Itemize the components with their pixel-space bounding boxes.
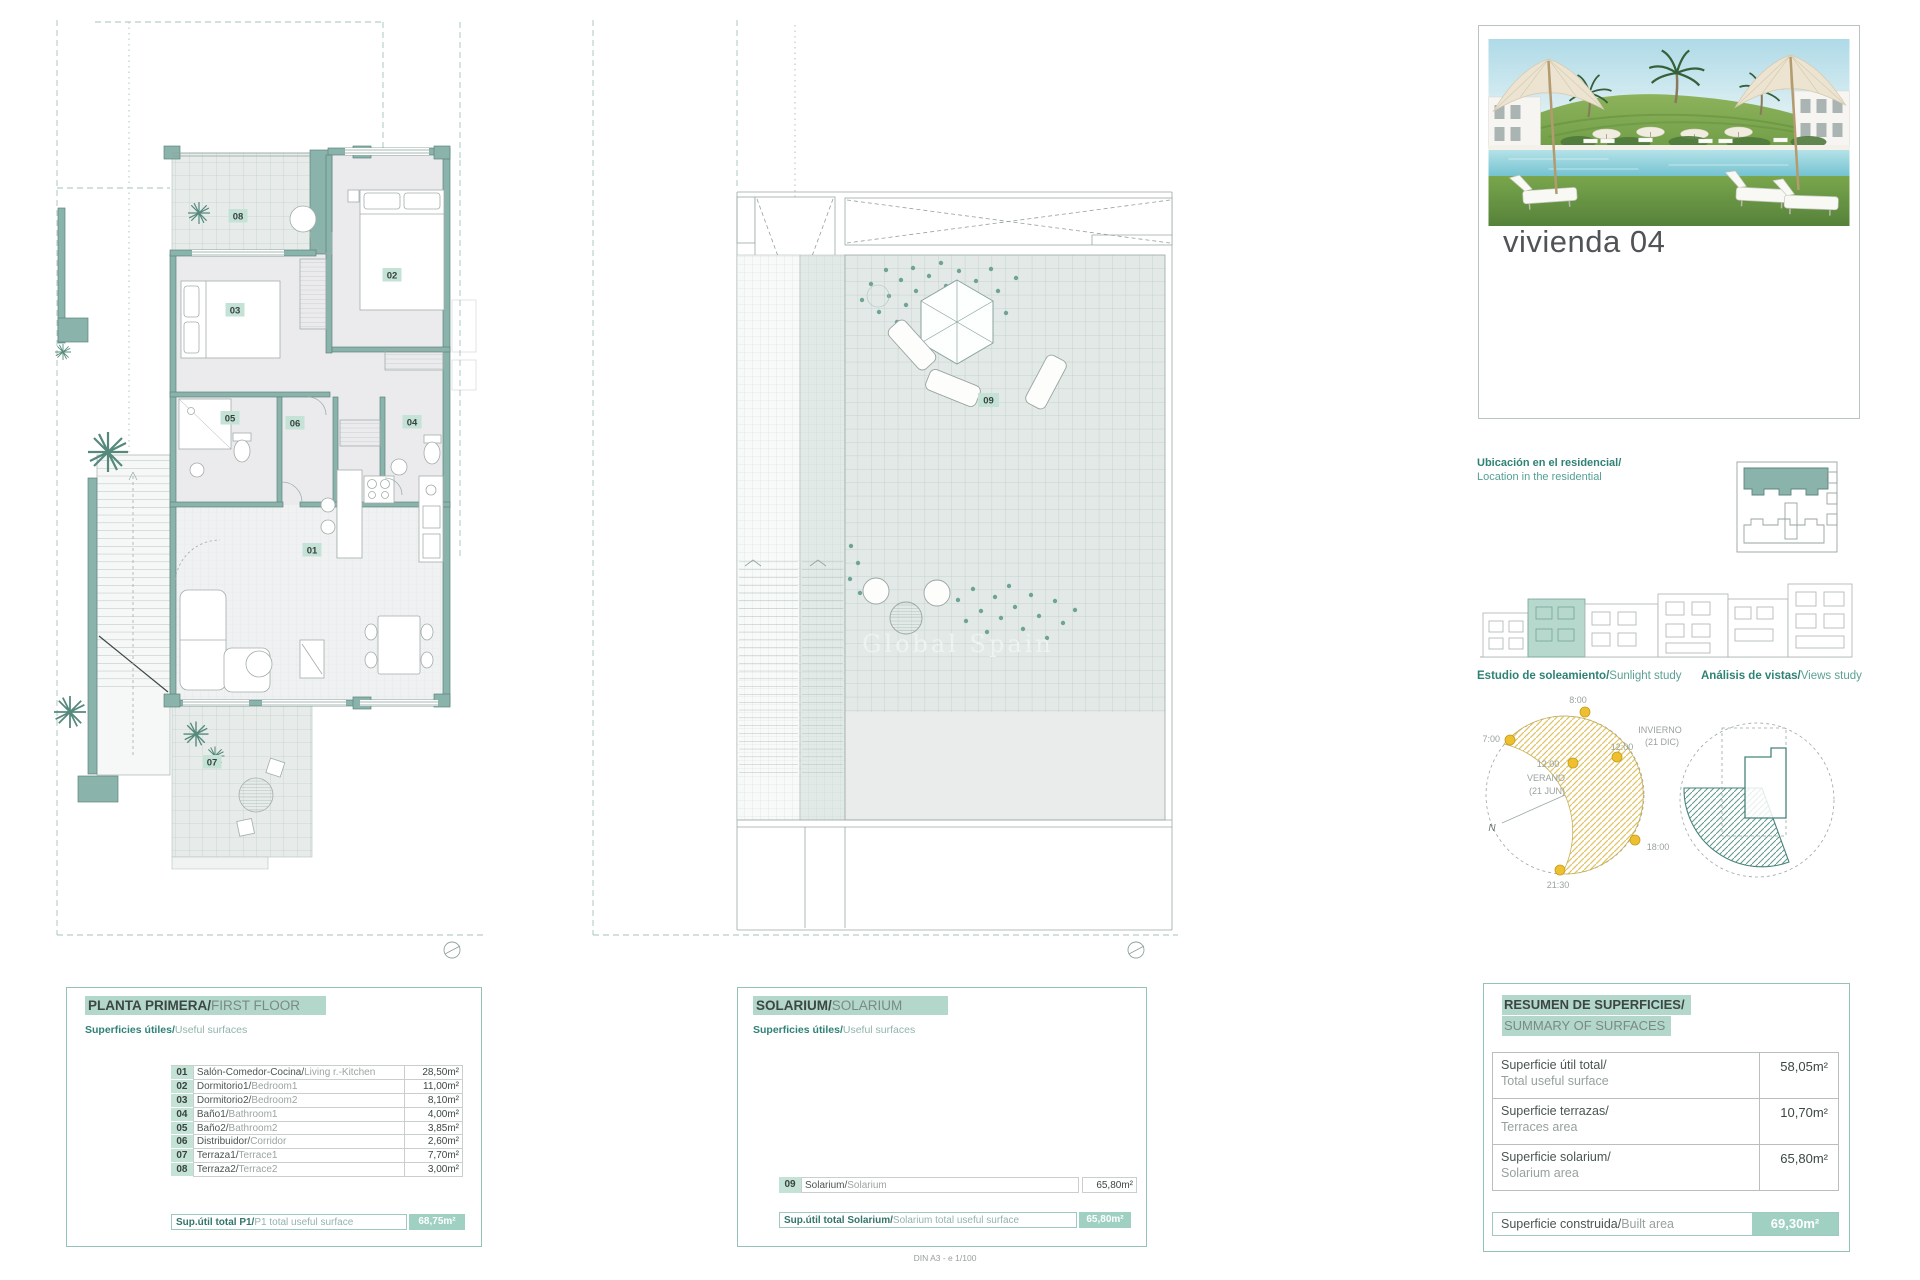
first-floor-table-title: PLANTA PRIMERA/FIRST FLOOR — [85, 998, 326, 1013]
sun-label-12-summer: 12:00 — [1536, 759, 1560, 769]
summer-label-2: (21 JUN) — [1528, 786, 1566, 796]
room-label-07: 07 — [206, 757, 218, 769]
solarium-stairs — [739, 560, 843, 776]
winter-label-1: INVIERNO — [1638, 725, 1682, 735]
sun-path-band — [1504, 716, 1643, 874]
north-label: N — [1488, 823, 1496, 834]
sun-label-12-winter: 12:00 — [1610, 742, 1634, 752]
sunlight-diagram — [1482, 695, 1681, 890]
location-caption — [1477, 456, 1621, 484]
watermark: Global Spain — [862, 630, 1054, 658]
views-diagram — [1680, 723, 1834, 877]
table-row: 01 Salón-Comedor-Cocina/Living r.-Kitchen 28,50m² — [171, 1066, 463, 1080]
sun-label-8: 8:00 — [1569, 695, 1587, 705]
solarium-plan — [593, 20, 1178, 958]
building-outline — [1745, 748, 1786, 818]
table-row: 07 Terraza1/Terrace1 7,70m² — [171, 1149, 463, 1163]
room-label-02: 02 — [386, 270, 398, 282]
table-row: 09 Solarium/Solarium 65,80m² — [779, 1177, 1137, 1193]
highlighted-unit — [1528, 599, 1585, 657]
table-row: 05 Baño2/Bathroom2 3,85m² — [171, 1122, 463, 1136]
room-label-01: 01 — [306, 545, 318, 557]
building-left — [1489, 97, 1541, 149]
summary-table — [1483, 983, 1850, 1252]
solarium-total-row: Sup.útil total Solarium/Solarium total useful surface 65,80m² — [779, 1212, 1131, 1228]
table-row: 04 Baño1/Bathroom1 4,00m² — [171, 1108, 463, 1122]
room-label-06: 06 — [289, 418, 301, 430]
sun-label-2130: 21:30 — [1546, 880, 1570, 890]
table-row: 03 Dormitorio2/Bedroom2 8,10m² — [171, 1094, 463, 1108]
orientation-symbol-2 — [1128, 942, 1144, 958]
sunlight-study-title: Estudio de soleamiento/Sunlight study — [1477, 670, 1682, 682]
solarium-table-title: SOLARIUM/SOLARIUM — [753, 998, 948, 1013]
elevation-diagram — [1480, 584, 1852, 657]
location-caption-en: Location in the residential — [1477, 471, 1602, 483]
highlighted-block — [1744, 468, 1828, 495]
views-study-title: Análisis de vistas/Views study — [1701, 670, 1862, 682]
pool-render-photo — [1488, 39, 1850, 226]
solarium-table-subtitle: Superficies útiles/Useful surfaces — [753, 1024, 916, 1036]
table-row: Superficie terrazas/ Terraces area 10,70m² — [1493, 1099, 1838, 1145]
total-value-badge: 69,30m² — [1752, 1213, 1838, 1235]
summer-label-1: VERANO — [1526, 773, 1566, 783]
table-row: Superficie útil total/ Total useful surface 58,05m² — [1493, 1053, 1838, 1099]
hero-photo-card — [1478, 25, 1860, 419]
first-floor-plan — [54, 20, 487, 958]
table-row: Superficie solarium/ Solarium area 65,80m² — [1493, 1145, 1838, 1190]
room-label-04: 04 — [406, 417, 418, 429]
room-label-09: 09 — [983, 395, 994, 407]
total-value-badge: 65,80m² — [1079, 1212, 1131, 1228]
unit-title: vivienda 04 — [1503, 224, 1666, 259]
site-location-diagram — [1737, 462, 1837, 552]
solarium-table — [737, 987, 1147, 1247]
terrace-2-floor — [172, 153, 312, 254]
table-row: 06 Distribuidor/Corridor 2,60m² — [171, 1135, 463, 1149]
first-floor-table — [66, 987, 482, 1247]
first-floor-total-row: Sup.útil total P1/P1 total useful surface 68,75m² — [171, 1214, 465, 1230]
room-label-05: 05 — [224, 413, 236, 425]
built-area-total-row: Superficie construida/Built area 69,30m² — [1492, 1212, 1839, 1236]
sun-label-18: 18:00 — [1646, 842, 1670, 852]
table-row: 08 Terraza2/Terrace2 3,00m² — [171, 1163, 463, 1177]
table-row: 02 Dormitorio1/Bedroom1 11,00m² — [171, 1080, 463, 1094]
winter-label-2: (21 DIC) — [1644, 737, 1680, 747]
summary-table-title: RESUMEN DE SUPERFICIES/ SUMMARY OF SURFACES — [1502, 995, 1691, 1036]
first-floor-table-subtitle: Superficies útiles/Useful surfaces — [85, 1024, 248, 1036]
sun-label-7: 7:00 — [1482, 734, 1500, 744]
room-label-08: 08 — [232, 211, 244, 223]
summary-surface-table — [1492, 1052, 1839, 1191]
location-caption-es: Ubicación en el residencial/ — [1477, 457, 1622, 469]
sheet-scale-note: DIN A3 - e 1/100 — [913, 1253, 977, 1263]
stairs — [97, 455, 170, 775]
total-value-badge: 68,75m² — [409, 1214, 465, 1230]
orientation-symbol — [444, 942, 460, 958]
first-floor-surface-table — [171, 1065, 463, 1177]
room-label-03: 03 — [229, 305, 241, 317]
